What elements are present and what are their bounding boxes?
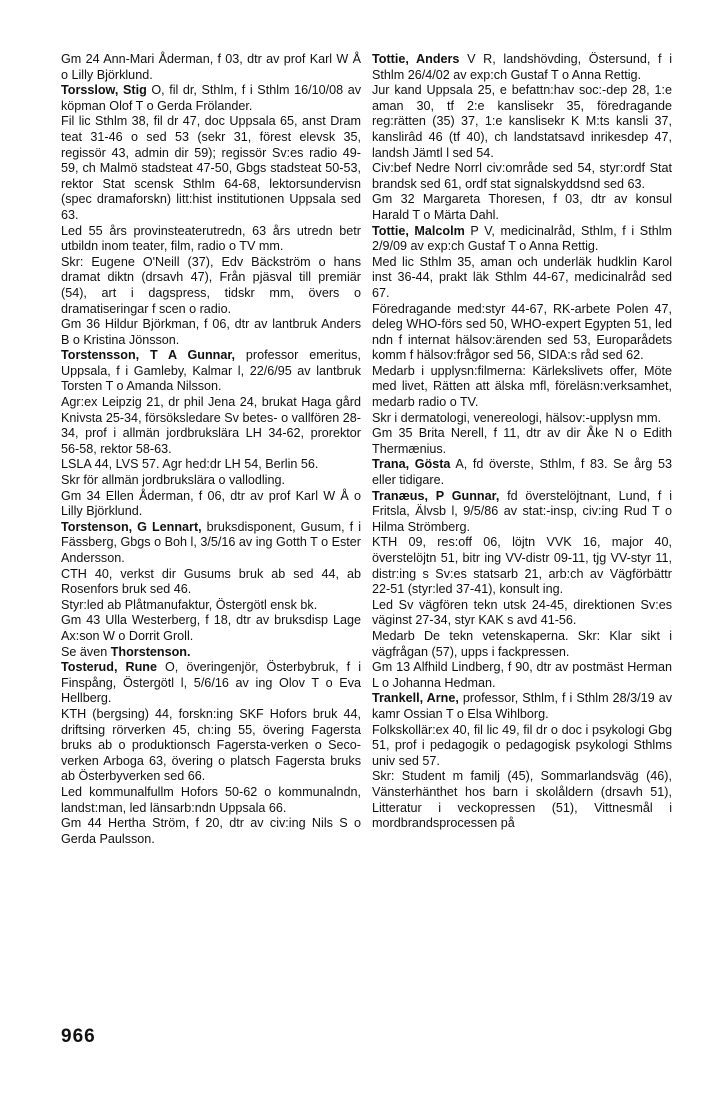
entry-text: Led kommunalfullm Hofors 50-62 o kommunalndn, landst:man, led länsarb:ndn Uppsala 66. [61, 784, 361, 815]
entry-paragraph [372, 302, 672, 364]
entry-name: Torstenson, G Lennart, [61, 519, 202, 534]
entry-heading-paragraph [372, 457, 672, 488]
page-number: 966 [61, 1026, 96, 1047]
entry-name: Trankell, Arne, [372, 691, 459, 706]
entry-heading-paragraph [372, 52, 672, 83]
entry-name: Tranæus, P Gunnar, [372, 488, 500, 503]
entry-heading-paragraph [61, 83, 361, 114]
entry-paragraph [61, 613, 361, 644]
entry-paragraph [372, 598, 672, 629]
entry-text: professor, Sthlm, f i Sthlm 28/3/19 av kamr Ossian T o Elsa Wihlborg. [372, 691, 672, 721]
entry-paragraph [61, 52, 361, 83]
entry-text: Gm 34 Ellen Åderman, f 06, dtr av prof Karl W Å o Lilly Björklund. [61, 488, 361, 519]
entry-heading-paragraph [61, 348, 361, 395]
entry-paragraph [372, 364, 672, 411]
entry-text: professor emeritus, Uppsala, f i Gamleby, Kalmar l, 22/6/95 av lantbruk Torsten T o Amanda Nilsson. [61, 348, 361, 394]
entry-paragraph [61, 816, 361, 847]
entry-text: Gm 35 Brita Nerell, f 11, dtr av dir Åke N o Edith Thermænius. [372, 426, 672, 456]
entry-paragraph [61, 785, 361, 816]
entry-paragraph [61, 489, 361, 520]
entry-heading-paragraph [372, 489, 672, 536]
entry-paragraph [61, 457, 361, 473]
entry-text: Skr i dermatologi, venereologi, hälsov:-upplysn mm. [372, 410, 662, 425]
entry-text: Fil lic Sthlm 38, fil dr 47, doc Uppsala 65, anst Dram teat 31-46 o sed 53 (sekr 31, förest elevsk 35, regissör 43, admin dir 59); regissör Sv:es radio 49-59, ch Malmö stadsteat 47-50, Gbgs stadsteat 50-53, rektor Stat scensk Sthlm 64-68, lektorsundervisn (spec dramaforskn) litt:hist institutionen Uppsala sed 63. [61, 114, 361, 222]
entry-paragraph [372, 161, 672, 192]
entry-name: Torstensson, T A Gunnar, [61, 348, 236, 363]
entry-text: Gm 44 Hertha Ström, f 20, dtr av civ:ing Nils S o Gerda Paulsson. [61, 816, 361, 846]
entry-text: Folkskollär:ex 40, fil lic 49, fil dr o doc i psykologi Gbg 51, prof i pedagogik o pedagogisk psykologi Sthlms univ sed 57. [372, 722, 672, 768]
entry-text: fd överstelöjtnant, Lund, f i Fritsla, Älvsb l, 9/5/86 av stat:-insp, civ:ing Rud T o Hilma Strömberg. [372, 488, 672, 534]
entry-paragraph [61, 645, 361, 661]
entry-text: Skr för allmän jordbrukslära o vallodling. [61, 473, 285, 488]
entry-text: Gm 32 Margareta Thoresen, f 03, dtr av konsul Harald T o Märta Dahl. [372, 192, 672, 222]
entry-heading-paragraph [61, 660, 361, 707]
entry-text: Se även [61, 644, 111, 659]
entry-text: Agr:ex Leipzig 21, dr phil Jena 24, brukat Haga gård Knivsta 25-34, försöksledare Sv betes- o vallfören 28-34, prof i allmän jordbrukslära LH 34-62, prorektor 56-58, rektor 58-63. [61, 395, 361, 456]
entry-text: P V, medicinalråd, Sthlm, f i Sthlm 2/9/09 av exp:ch Gustaf T o Anna Rettig. [372, 223, 672, 254]
entry-name: Trana, Gösta [372, 457, 451, 472]
entry-text: V R, landshövding, Östersund, f i Sthlm 26/4/02 av exp:ch Gustaf T o Anna Rettig. [372, 52, 672, 82]
entry-paragraph [61, 567, 361, 598]
entry-paragraph [372, 83, 672, 161]
entry-paragraph [372, 426, 672, 457]
entry-text: Led Sv vägfören tekn utsk 24-45, direktionen Sv:es väginst 27-34, styr KAK s avd 41-56. [372, 597, 672, 628]
entry-text: O, fil dr, Sthlm, f i Sthlm 16/10/08 av köpman Olof T o Gerda Frölander. [61, 83, 361, 113]
entry-text: Skr: Eugene O'Neill (37), Edv Bäckström o hans dramat diktn (drsavh 47), Från pjäsval till premiär (54), art i dagspress, tidskr mm, övers o dramatiseringar f scen o radio. [61, 254, 361, 316]
entry-paragraph [372, 723, 672, 770]
entry-heading-paragraph [372, 224, 672, 255]
cross-reference: Thorstenson. [110, 644, 191, 659]
entry-paragraph [61, 317, 361, 348]
entry-paragraph [372, 192, 672, 223]
entry-text: O, överingenjör, Österbybruk, f i Finspång, Östergötl l, 5/6/16 av ing Olov T o Eva Hellberg. [61, 660, 361, 706]
left-column [61, 52, 361, 847]
entry-paragraph [61, 114, 361, 223]
entry-paragraph [372, 535, 672, 597]
entry-text: Medarb i upplysn:filmerna: Kärlekslivets offer, Möte med livet, Rätten att älska mfl, föreläsn:verksamhet, medarb radio o TV. [372, 363, 672, 410]
entry-text: Gm 13 Alfhild Lindberg, f 90, dtr av postmäst Herman L o Johanna Hedman. [372, 660, 672, 690]
entry-text: Med lic Sthlm 35, aman och underläk hudklin Karol inst 36-44, prakt läk Sthlm 44-67, medicinalråd sed 67. [372, 254, 672, 300]
right-column [372, 52, 672, 832]
entry-name: Tottie, Malcolm [372, 223, 465, 238]
entry-text: Jur kand Uppsala 25, e befattn:hav soc:-dep 28, 1:e aman 30, tf 2:e kanslisekr 35, föredragande reg:rätten (35) 37, 1:e kanslisekr K M:ts kansli 37, kanslirâd 46 (tf 40), ch landstatsavd inrikesdep 47, landsh Jämtl l sed 54. [372, 83, 672, 160]
entry-text: Gm 43 Ulla Westerberg, f 18, dtr av bruksdisp Lage Ax:son W o Dorrit Groll. [61, 613, 361, 643]
entry-paragraph [61, 255, 361, 317]
entry-paragraph [372, 769, 672, 831]
entry-text: KTH 09, res:off 06, löjtn VVK 16, major 40, överstelöjtn 51, bitr ing VV-distr 09-11, tjg VV-styr 11, distr:ing s Sv:es statsarb 21, arb:ch av Vägförbättr 22-51 (styr:led 37-41), konsult ing. [372, 535, 672, 597]
entry-paragraph [372, 660, 672, 691]
entry-text: Civ:bef Nedre Norrl civ:område sed 54, styr:ordf Stat brandsk sed 61, ordf stat signalskyddsnd sed 63. [372, 161, 672, 191]
entry-text: Gm 36 Hildur Björkman, f 06, dtr av lantbruk Anders B o Kristina Jönsson. [61, 317, 361, 347]
entry-text: LSLA 44, LVS 57. Agr hed:dr LH 54, Berlin 56. [61, 457, 319, 472]
entry-text: Styr:led ab Plåtmanufaktur, Östergötl ensk bk. [61, 597, 318, 612]
entry-text: CTH 40, verkst dir Gusums bruk ab sed 44, ab Rosenfors bruk sed 46. [61, 566, 361, 597]
entry-text: Skr: Student m familj (45), Sommarlandsväg (46), Vänsterhänthet hos barn i skolåldern (drsavh 51), Litteratur i veckopressen (51), Vittnesmål i mordbrandsprocessen på [372, 769, 672, 831]
entry-heading-paragraph [61, 520, 361, 567]
entry-paragraph [372, 629, 672, 660]
entry-paragraph [61, 598, 361, 614]
entry-text: Led 55 års provinsteaterutredn, 63 års utredn betr utbildn inom teater, film, radio o TV mm. [61, 223, 361, 254]
entry-text: KTH (bergsing) 44, forskn:ing SKF Hofors bruk 44, driftsing rörverken 45, ch:ing 55, övering Fagersta bruks ab o produktionsch Fagersta-verken o Seco-verken Arboga 63, övering o platsch Fagersta bruks ab Österbyverken sed 66. [61, 706, 361, 784]
entry-text: Föredragande med:styr 44-67, RK-arbete Polen 47, deleg WHO-förs sed 50, WHO-expert Egypten 51, led ndn f internat hälsov:ärenden sed 53, Europarådets komm f hälsov:frågor sed 56, SIDA:s råd sed 62. [372, 301, 672, 363]
entry-paragraph [61, 224, 361, 255]
entry-name: Tosterud, Rune [61, 660, 157, 675]
entry-paragraph [61, 395, 361, 457]
entry-text: A, fd överste, Sthlm, f 83. Se årg 53 eller tidigare. [372, 457, 672, 488]
entry-text: Gm 24 Ann-Mari Åderman, f 03, dtr av prof Karl W Å o Lilly Björklund. [61, 52, 361, 82]
entry-text: bruksdisponent, Gusum, f i Fässberg, Gbgs o Boh l, 3/5/16 av ing Gotth T o Ester Andersson. [61, 519, 361, 565]
entry-name: Torsslow, Stig [61, 83, 147, 98]
entry-text: Medarb De tekn vetenskaperna. Skr: Klar sikt i vägfrågan (57), upps i fackpressen. [372, 628, 672, 659]
entry-name: Tottie, Anders [372, 52, 460, 66]
entry-paragraph [372, 411, 672, 427]
entry-paragraph [61, 707, 361, 785]
entry-heading-paragraph [372, 691, 672, 722]
entry-paragraph [61, 473, 361, 489]
entry-paragraph [372, 255, 672, 302]
